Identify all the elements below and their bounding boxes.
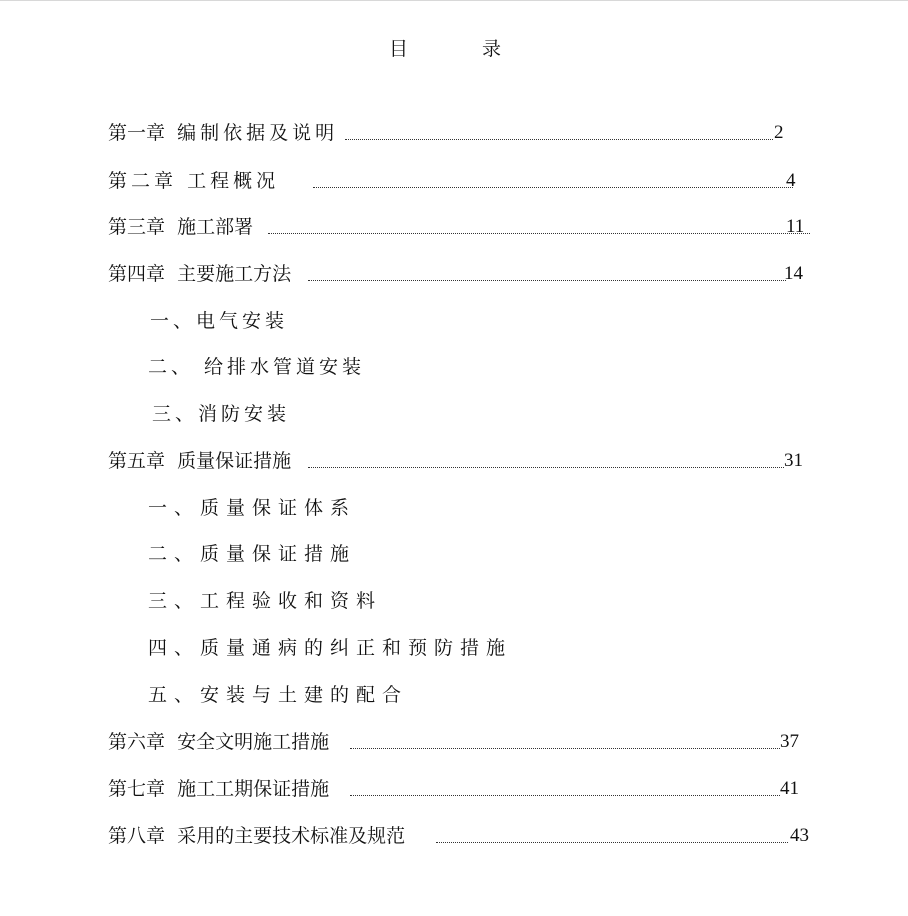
- toc-section-title: 二、 给排水管道安装: [148, 356, 366, 378]
- toc-section-title: 三、消防安装: [152, 403, 291, 425]
- toc-entry-label: [108, 261, 291, 287]
- toc-chapter-number: 第八章: [108, 825, 166, 847]
- toc-dot-leader: [313, 187, 793, 188]
- toc-entry-chapter-6[interactable]: [108, 729, 812, 755]
- toc-chapter-title: 施工部署: [177, 216, 254, 238]
- toc-chapter-title: 质量保证措施: [177, 450, 292, 472]
- toc-entry-label: [108, 214, 253, 240]
- toc-entry-chapter-8[interactable]: [108, 823, 818, 849]
- toc-chapter-number: 第六章: [108, 731, 166, 753]
- toc-page-number: 37: [780, 731, 799, 752]
- toc-page-number: 14: [784, 263, 803, 284]
- toc-dot-leader: [350, 795, 780, 796]
- toc-dot-leader: [350, 748, 780, 749]
- toc-title: 目 录: [388, 38, 536, 60]
- toc-entry-label: [108, 823, 405, 849]
- toc-chapter-number: 第七章: [108, 778, 166, 800]
- toc-chapter-title: 采用的主要技术标准及规范: [177, 825, 406, 847]
- toc-entry-chapter-4[interactable]: [108, 261, 812, 287]
- toc-entry-chapter-2[interactable]: [108, 168, 808, 194]
- toc-section-title: 三、工程验收和资料: [148, 590, 383, 612]
- toc-entry-chapter-5[interactable]: [108, 448, 812, 474]
- toc-section-title: 一、质量保证体系: [148, 497, 357, 519]
- toc-entry-label: [108, 776, 329, 802]
- toc-entry-chapter-3[interactable]: [108, 214, 812, 240]
- toc-page-number: 2: [774, 122, 784, 143]
- toc-chapter-title: 编制依据及说明: [177, 122, 339, 144]
- toc-dot-leader: [308, 467, 784, 468]
- toc-entry-chapter-1[interactable]: [108, 120, 808, 146]
- toc-entry-chapter-7[interactable]: [108, 776, 812, 802]
- toc-dot-leader: [436, 842, 788, 843]
- toc-dot-leader: [268, 233, 810, 234]
- toc-section-title: 二、质量保证措施: [148, 543, 357, 565]
- toc-chapter-title: 施工工期保证措施: [177, 778, 330, 800]
- toc-chapter-number: 第一章: [108, 122, 166, 144]
- toc-chapter-number: 第三章: [108, 216, 166, 238]
- page-top-border: [0, 0, 908, 1]
- toc-chapter-title: 主要施工方法: [177, 263, 292, 285]
- toc-section-title: 一、电气安装: [150, 310, 289, 332]
- toc-page-number: 31: [784, 450, 803, 471]
- toc-entry-label: [108, 448, 291, 474]
- toc-page-number: 43: [790, 825, 809, 846]
- toc-page-number: 41: [780, 778, 799, 799]
- toc-section-title: 五、安装与土建的配合: [148, 684, 409, 706]
- toc-entry-label: [108, 729, 329, 755]
- toc-chapter-title: 安全文明施工措施: [177, 731, 330, 753]
- toc-dot-leader: [345, 139, 773, 140]
- toc-section-title: 四、质量通病的纠正和预防措施: [148, 637, 513, 659]
- toc-chapter-number: 第五章: [108, 450, 166, 472]
- toc-chapter-number: 第二章: [108, 170, 178, 192]
- toc-dot-leader: [308, 280, 786, 281]
- toc-entry-label: [108, 168, 279, 194]
- toc-page-number: 4: [786, 170, 796, 191]
- toc-chapter-number: 第四章: [108, 263, 166, 285]
- toc-entry-label: [108, 120, 338, 146]
- toc-chapter-title: 工程概况: [187, 170, 280, 192]
- toc-page-number: 11: [786, 216, 805, 237]
